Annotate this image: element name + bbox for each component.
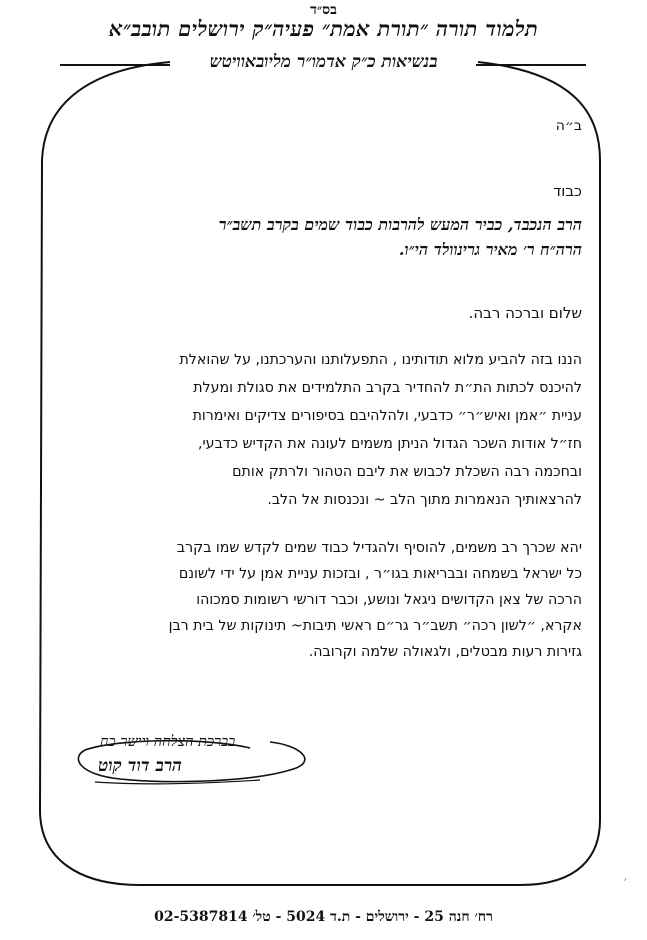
paragraph2-line: כל ישראל בשמחה ובבריאות בגו״ר , ובזכות עניית אמן על ידי לשונם <box>178 566 582 582</box>
paragraph1-line: הננו בזה להביע מלוא תודותינו , התפעלותנו והערכתנו, על שהואלת <box>179 352 582 368</box>
signature-name: הרב דוד קוט <box>98 756 182 776</box>
addressee-line: הרב הנכבד, כביר המעש להרבות כבוד שמים בקרב תשב״ר <box>218 215 582 234</box>
bsd-header: בס״ד <box>310 2 337 18</box>
paragraph1-line: עניית ״אמן ואיש״ר״ כדבעי, ולהלהיבם בסיפורים צדיקים ואימרות <box>192 408 582 424</box>
paragraph2-line: הרכה של צאן הקדושים ניגאל ונושע, וכבר דורשי רשומות סמכוהו <box>196 592 582 608</box>
paragraph2-line: גזירות רעות מבטלים, ולגאולה שלמה וקרובה. <box>308 644 582 660</box>
honorific-kavod: כבוד <box>553 182 582 200</box>
paragraph2-line: יהא שכרך רב משמים, להוסיף ולהגדיל כבוד שמים לקדש שמו בקרב <box>176 540 582 556</box>
margin-mark: ׳ <box>624 876 627 887</box>
footer-address: רח׳ חנה 25 - ירושלים - ת.ד 5024 - טל׳ 02-5387814 <box>154 909 493 925</box>
addressee-line: הרה״ח ר׳ מאיר גרינוולד הי״ו. <box>398 240 582 259</box>
paragraph1-line: להיכנס לכתות הת״ת להחדיר בקרב התלמידים את סגולת ומעלת <box>193 380 582 396</box>
paragraph2-line: אקרא, ״לשון רכה״ תשב״ר גר״ם ראשי תיבות~ תינוקות של בית רבן <box>168 618 582 634</box>
institution-title: תלמוד תורה ״תורת אמת״ פעיה״ק ירושלים תובב״א <box>108 16 539 41</box>
bh-mark: ב״ה <box>555 118 582 134</box>
paragraph1-line: חז״ל אודות השכר הגדול הניתן משמים לעונה את הקדיש כדבעי, <box>198 436 582 452</box>
paragraph1-line: להרצאותיך הנאמרות מתוך הלב ~ ונכנסות אל הלב. <box>267 492 582 508</box>
greeting: שלום וברכה רבה. <box>468 304 582 322</box>
institution-subtitle: בנשיאות כ״ק אדמו״ר מליובאוויטש <box>209 52 438 72</box>
paragraph1-line: ובחכמה רבה השכלת לכבוש את ליבם הטהור ולרתק אותם <box>232 464 582 480</box>
closing-blessing: בברכת הצלחה ויישר כח <box>100 734 236 750</box>
